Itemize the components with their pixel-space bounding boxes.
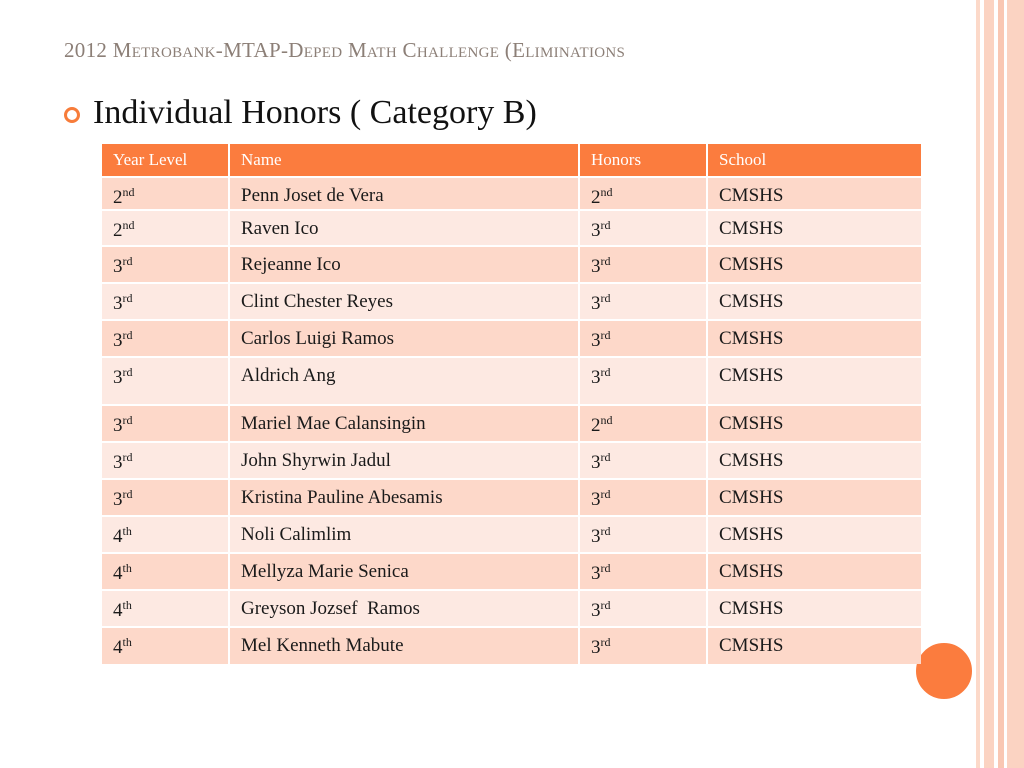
table-row	[102, 320, 921, 357]
year-ordinal-suffix: nd	[122, 218, 135, 232]
table-row	[102, 627, 921, 664]
honor-ordinal-suffix: rd	[600, 561, 611, 575]
cell-year-level	[102, 627, 229, 664]
decorative-side-stripes	[976, 0, 1024, 768]
cell-school: CMSHS	[707, 177, 921, 210]
year-ordinal-suffix: th	[122, 598, 132, 612]
table-header-row	[102, 144, 921, 177]
table-row	[102, 442, 921, 479]
year-number: 4	[113, 637, 123, 658]
year-number: 3	[113, 330, 123, 351]
cell-honors	[579, 553, 707, 590]
slide-title: 2012 Metrobank-MTAP-Deped Math Challenge (Eliminations	[64, 38, 626, 62]
header-year-level: Year Level	[102, 144, 229, 177]
cell-year-level	[102, 553, 229, 590]
cell-year-level	[102, 210, 229, 246]
cell-year-level	[102, 320, 229, 357]
honor-number: 3	[591, 489, 601, 510]
honor-number: 3	[591, 293, 601, 314]
year-number: 3	[113, 256, 123, 277]
cell-name: Penn Joset de Vera	[229, 177, 579, 210]
honor-number: 3	[591, 220, 601, 241]
orange-circle-decoration	[913, 640, 975, 702]
honor-number: 3	[591, 563, 601, 584]
cell-school: CMSHS	[707, 210, 921, 246]
cell-year-level	[102, 442, 229, 479]
cell-school: CMSHS	[707, 442, 921, 479]
honor-ordinal-suffix: rd	[600, 450, 611, 464]
year-ordinal-suffix: rd	[122, 254, 133, 268]
honor-ordinal-suffix: rd	[600, 291, 611, 305]
year-number: 3	[113, 415, 123, 436]
year-number: 4	[113, 563, 123, 584]
cell-honors	[579, 177, 707, 210]
honor-ordinal-suffix: rd	[600, 635, 611, 649]
honors-table	[102, 144, 921, 664]
cell-name: Greyson Jozsef Ramos	[229, 590, 579, 627]
honor-number: 2	[591, 415, 601, 436]
honor-number: 3	[591, 452, 601, 473]
cell-year-level	[102, 479, 229, 516]
cell-honors	[579, 283, 707, 320]
cell-school: CMSHS	[707, 283, 921, 320]
honor-number: 2	[591, 187, 601, 208]
cell-honors	[579, 627, 707, 664]
cell-name: Raven Ico	[229, 210, 579, 246]
cell-year-level	[102, 516, 229, 553]
year-number: 4	[113, 526, 123, 547]
honor-ordinal-suffix: rd	[600, 218, 611, 232]
header-name: Name	[229, 144, 579, 177]
cell-name: Rejeanne Ico	[229, 246, 579, 283]
cell-year-level	[102, 177, 229, 210]
cell-honors	[579, 479, 707, 516]
table-row	[102, 210, 921, 246]
year-number: 3	[113, 367, 123, 388]
cell-school: CMSHS	[707, 357, 921, 405]
cell-name: Aldrich Ang	[229, 357, 579, 405]
cell-school: CMSHS	[707, 627, 921, 664]
year-number: 4	[113, 600, 123, 621]
cell-honors	[579, 405, 707, 442]
cell-name: Kristina Pauline Abesamis	[229, 479, 579, 516]
year-ordinal-suffix: rd	[122, 328, 133, 342]
year-ordinal-suffix: th	[122, 561, 132, 575]
table-row	[102, 246, 921, 283]
stripe	[1007, 0, 1024, 768]
honor-number: 3	[591, 526, 601, 547]
cell-year-level	[102, 590, 229, 627]
cell-honors	[579, 210, 707, 246]
cell-school: CMSHS	[707, 246, 921, 283]
honor-number: 3	[591, 637, 601, 658]
header-honors: Honors	[579, 144, 707, 177]
cell-name: Clint Chester Reyes	[229, 283, 579, 320]
cell-school: CMSHS	[707, 590, 921, 627]
table-body	[102, 177, 921, 664]
cell-year-level	[102, 283, 229, 320]
cell-honors	[579, 357, 707, 405]
cell-year-level	[102, 357, 229, 405]
cell-name: Mel Kenneth Mabute	[229, 627, 579, 664]
cell-honors	[579, 246, 707, 283]
cell-school: CMSHS	[707, 320, 921, 357]
year-number: 3	[113, 452, 123, 473]
stripe	[984, 0, 994, 768]
cell-name: Carlos Luigi Ramos	[229, 320, 579, 357]
table-row	[102, 479, 921, 516]
honor-ordinal-suffix: nd	[600, 185, 613, 199]
honor-number: 3	[591, 367, 601, 388]
year-number: 3	[113, 293, 123, 314]
bullet-text: Individual Honors ( Category B)	[93, 94, 537, 131]
table-row	[102, 177, 921, 210]
cell-year-level	[102, 246, 229, 283]
cell-honors	[579, 442, 707, 479]
cell-school: CMSHS	[707, 516, 921, 553]
honor-ordinal-suffix: rd	[600, 328, 611, 342]
table-row	[102, 553, 921, 590]
honor-ordinal-suffix: rd	[600, 487, 611, 501]
cell-honors	[579, 320, 707, 357]
bullet-item	[64, 94, 537, 132]
honor-ordinal-suffix: rd	[600, 598, 611, 612]
honor-ordinal-suffix: nd	[600, 413, 613, 427]
cell-school: CMSHS	[707, 553, 921, 590]
cell-name: John Shyrwin Jadul	[229, 442, 579, 479]
table-row	[102, 590, 921, 627]
stripe	[998, 0, 1004, 768]
ring-bullet-icon	[64, 107, 80, 123]
stripe	[976, 0, 980, 768]
table-row	[102, 283, 921, 320]
honor-number: 3	[591, 330, 601, 351]
cell-year-level	[102, 405, 229, 442]
honor-ordinal-suffix: rd	[600, 524, 611, 538]
table-row	[102, 516, 921, 553]
year-number: 3	[113, 489, 123, 510]
year-number: 2	[113, 220, 123, 241]
year-ordinal-suffix: nd	[122, 185, 135, 199]
cell-name: Noli Calimlim	[229, 516, 579, 553]
cell-honors	[579, 590, 707, 627]
cell-name: Mellyza Marie Senica	[229, 553, 579, 590]
cell-school: CMSHS	[707, 479, 921, 516]
honor-number: 3	[591, 256, 601, 277]
honor-ordinal-suffix: rd	[600, 254, 611, 268]
header-school: School	[707, 144, 921, 177]
year-ordinal-suffix: rd	[122, 487, 133, 501]
cell-school: CMSHS	[707, 405, 921, 442]
honor-number: 3	[591, 600, 601, 621]
table-row	[102, 357, 921, 405]
year-ordinal-suffix: rd	[122, 450, 133, 464]
year-ordinal-suffix: rd	[122, 413, 133, 427]
year-number: 2	[113, 187, 123, 208]
cell-name: Mariel Mae Calansingin	[229, 405, 579, 442]
year-ordinal-suffix: rd	[122, 291, 133, 305]
honor-ordinal-suffix: rd	[600, 365, 611, 379]
cell-honors	[579, 516, 707, 553]
year-ordinal-suffix: th	[122, 524, 132, 538]
year-ordinal-suffix: th	[122, 635, 132, 649]
table-row	[102, 405, 921, 442]
year-ordinal-suffix: rd	[122, 365, 133, 379]
